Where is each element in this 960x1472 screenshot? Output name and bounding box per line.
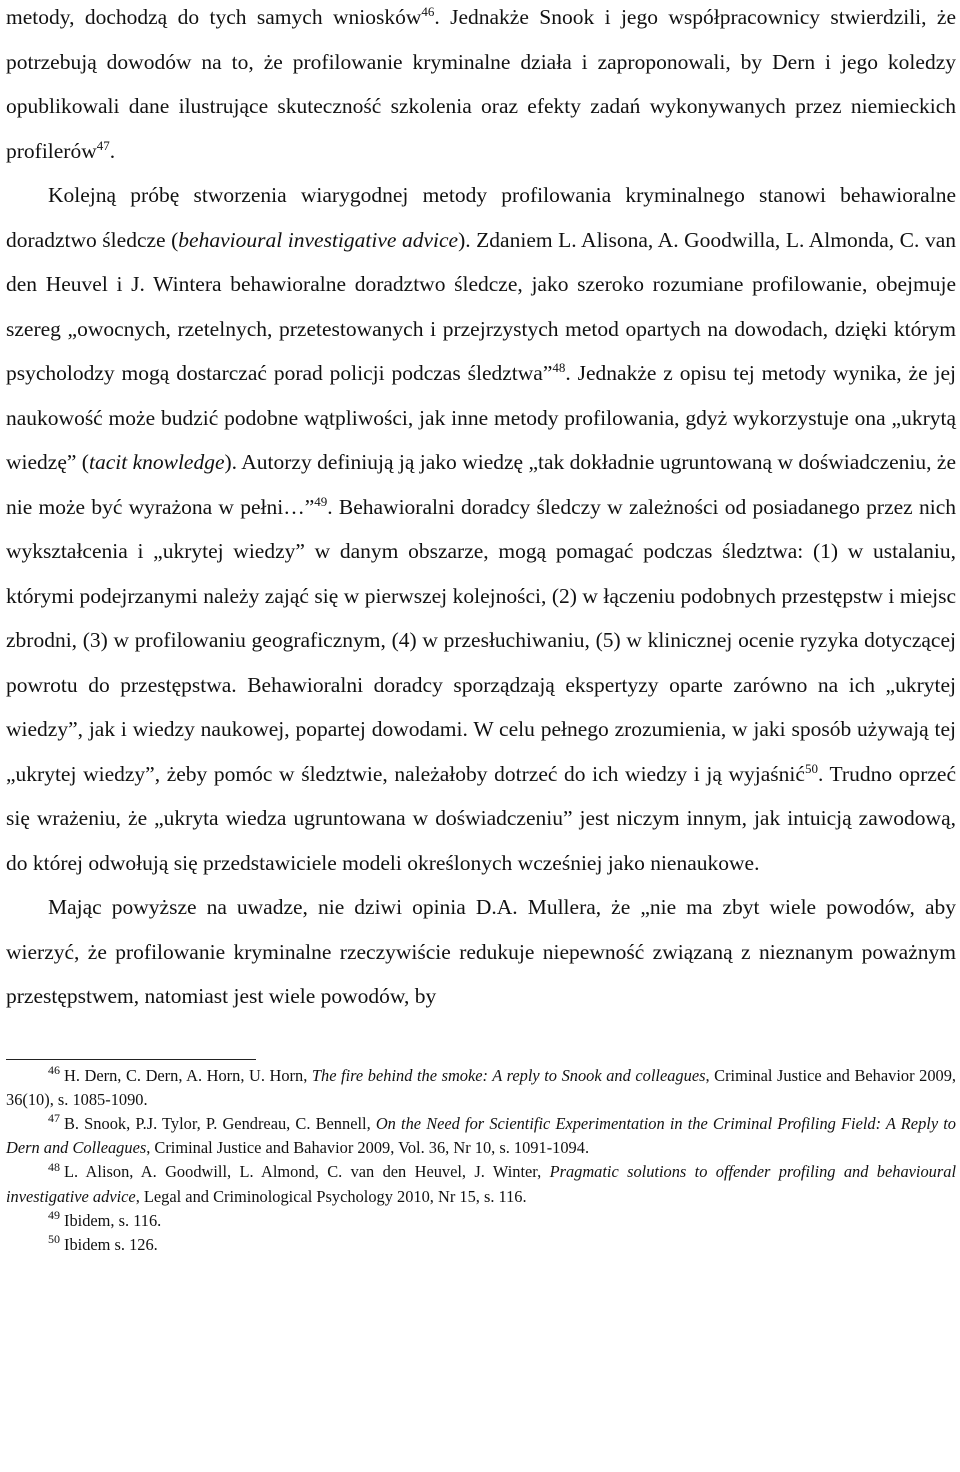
footnote-ref: 48 bbox=[552, 359, 566, 375]
footnote bbox=[6, 1209, 956, 1233]
footnote-separator bbox=[6, 1059, 256, 1060]
italic-text: Pragmatic solutions to offender profiling and behavioural investigative advice bbox=[6, 1162, 956, 1206]
text-run: Mając powyższe na uwadze, nie dziwi opinia D.A. Mullera, że „nie ma zbyt wiele powodów, aby wierzyć, że profilowanie kryminalne rzeczywiście redukuje niepewność związaną z nieznanym poważnym przestępstwem, natomiast jest wiele powodów, by bbox=[6, 895, 956, 1008]
text-run: , Criminal Justice and Behavior 2009, 36(10), s. 1085-1090. bbox=[6, 1065, 956, 1109]
footnotes bbox=[6, 1064, 956, 1258]
footnote bbox=[6, 1112, 956, 1160]
paragraph-muller-opinion bbox=[6, 885, 956, 1019]
footnote-ref: 50 bbox=[804, 760, 818, 776]
text-run: B. Snook, P.J. Tylor, P. Gendreau, C. Bennell, bbox=[64, 1113, 376, 1133]
text-run: ). Zdaniem L. Alisona, A. Goodwilla, L. Almonda, C. van den Heuvel i J. Wintera behawioralne doradztwo śledcze, jako szeroko rozumiane profilowanie, obejmuje szereg „owocnych, rzetelnych, przetestowanych i przejrzystych metod opartych na dowodach, dzięki którym psycholodzy mogą dostarczać porad policji podczas śledztwa” bbox=[6, 227, 956, 385]
footnote-ref: 47 bbox=[96, 137, 110, 153]
text-run: ). Autorzy definiują ją jako wiedzę „tak dokładnie ugruntowaną w doświadczeniu, że nie może być wyrażona w pełni…” bbox=[6, 450, 956, 519]
footnote-number: 47 bbox=[48, 1111, 60, 1126]
paragraph-behavioural-advice bbox=[6, 173, 956, 885]
footnote-number: 50 bbox=[48, 1232, 60, 1247]
footnote bbox=[6, 1233, 956, 1257]
text-run: Kolejną próbę stworzenia wiarygodnej metody profilowania kryminalnego stanowi behawioralne doradztwo śledcze ( bbox=[6, 183, 956, 252]
text-run: Ibidem, s. 116. bbox=[64, 1210, 162, 1230]
text-run: L. Alison, A. Goodwill, L. Almond, C. van den Heuvel, J. Winter, bbox=[64, 1162, 550, 1182]
text-run: metody, dochodzą do tych samych wniosków bbox=[6, 5, 422, 29]
text-run: . Behawioralni doradcy śledczy w zależności od posiadanego przez nich wykształcenia i „ukrytej wiedzy” w danym obszarze, mogą pomagać podczas śledztwa: (1) w ustalaniu, którymi podejrzanymi należy zająć się w pierwszej kolejności, (2) w łączeniu podobnych przestępstw i miejsc zbrodni, (3) w profilowaniu geograficznym, (4) w przesłuchiwaniu, (5) w klinicznej ocenie ryzyka dotyczącej powrotu do przestępstwa. Behawioralni doradcy sporządzają ekspertyzy oparte zarówno na ich „ukrytej wiedzy”, jak i wiedzy naukowej, popartej dowodami. W celu pełnego zrozumienia, w jaki sposób używają tej „ukrytej wiedzy”, żeby pomóc w śledztwie, należałoby dotrzeć do ich wiedzy i ją wyjaśnić bbox=[6, 494, 956, 786]
footnote-number: 48 bbox=[48, 1159, 60, 1174]
footnote-number: 46 bbox=[48, 1063, 60, 1078]
italic-text: behavioural investigative advice bbox=[178, 227, 459, 252]
text-run: Ibidem s. 126. bbox=[64, 1234, 158, 1254]
paragraph-continuation bbox=[6, 0, 956, 173]
footnote bbox=[6, 1160, 956, 1208]
footnote-number: 49 bbox=[48, 1208, 60, 1223]
footnote-ref: 49 bbox=[314, 493, 328, 509]
italic-text: tacit knowledge bbox=[88, 450, 225, 474]
text-run: . Jednakże z opisu tej metody wynika, że jej naukowość może budzić podobne wątpliwości, jak inne metody profilowania, gdyż wykorzystuje ona „ukrytą wiedzę” ( bbox=[6, 361, 956, 474]
text-run: H. Dern, C. Dern, A. Horn, U. Horn, bbox=[64, 1065, 312, 1085]
footnote-ref: 46 bbox=[421, 3, 435, 19]
footnote bbox=[6, 1064, 956, 1112]
text-run: . bbox=[109, 138, 116, 163]
italic-text: The fire behind the smoke: A reply to Snook and colleagues bbox=[311, 1065, 706, 1085]
italic-text: On the Need for Scientific Experimentation in the Criminal Profiling Field: A Reply to Dern and Colleagues bbox=[6, 1113, 956, 1158]
text-run: . Jednakże Snook i jego współpracownicy stwierdzili, że potrzebują dowodów na to, że profilowanie kryminalne działa i zaproponowali, by Dern i jego koledzy opublikowali dane ilustrujące skuteczność szkolenia oraz efekty zadań wykonywanych przez niemieckich profilerów bbox=[6, 5, 956, 163]
text-run: , Legal and Criminological Psychology 2010, Nr 15, s. 116. bbox=[135, 1186, 527, 1206]
document-page bbox=[6, 0, 956, 1257]
text-run: , Criminal Justice and Bahavior 2009, Vol. 36, Nr 10, s. 1091-1094. bbox=[146, 1138, 590, 1158]
body-text bbox=[6, 0, 956, 1019]
text-run: . Trudno oprzeć się wrażeniu, że „ukryta wiedza ugruntowana w doświadczeniu” jest niczym innym, jak intuicją zawodową, do której odwołują się przedstawiciele modeli określonych wcześniej jako nienaukowe. bbox=[6, 761, 957, 875]
